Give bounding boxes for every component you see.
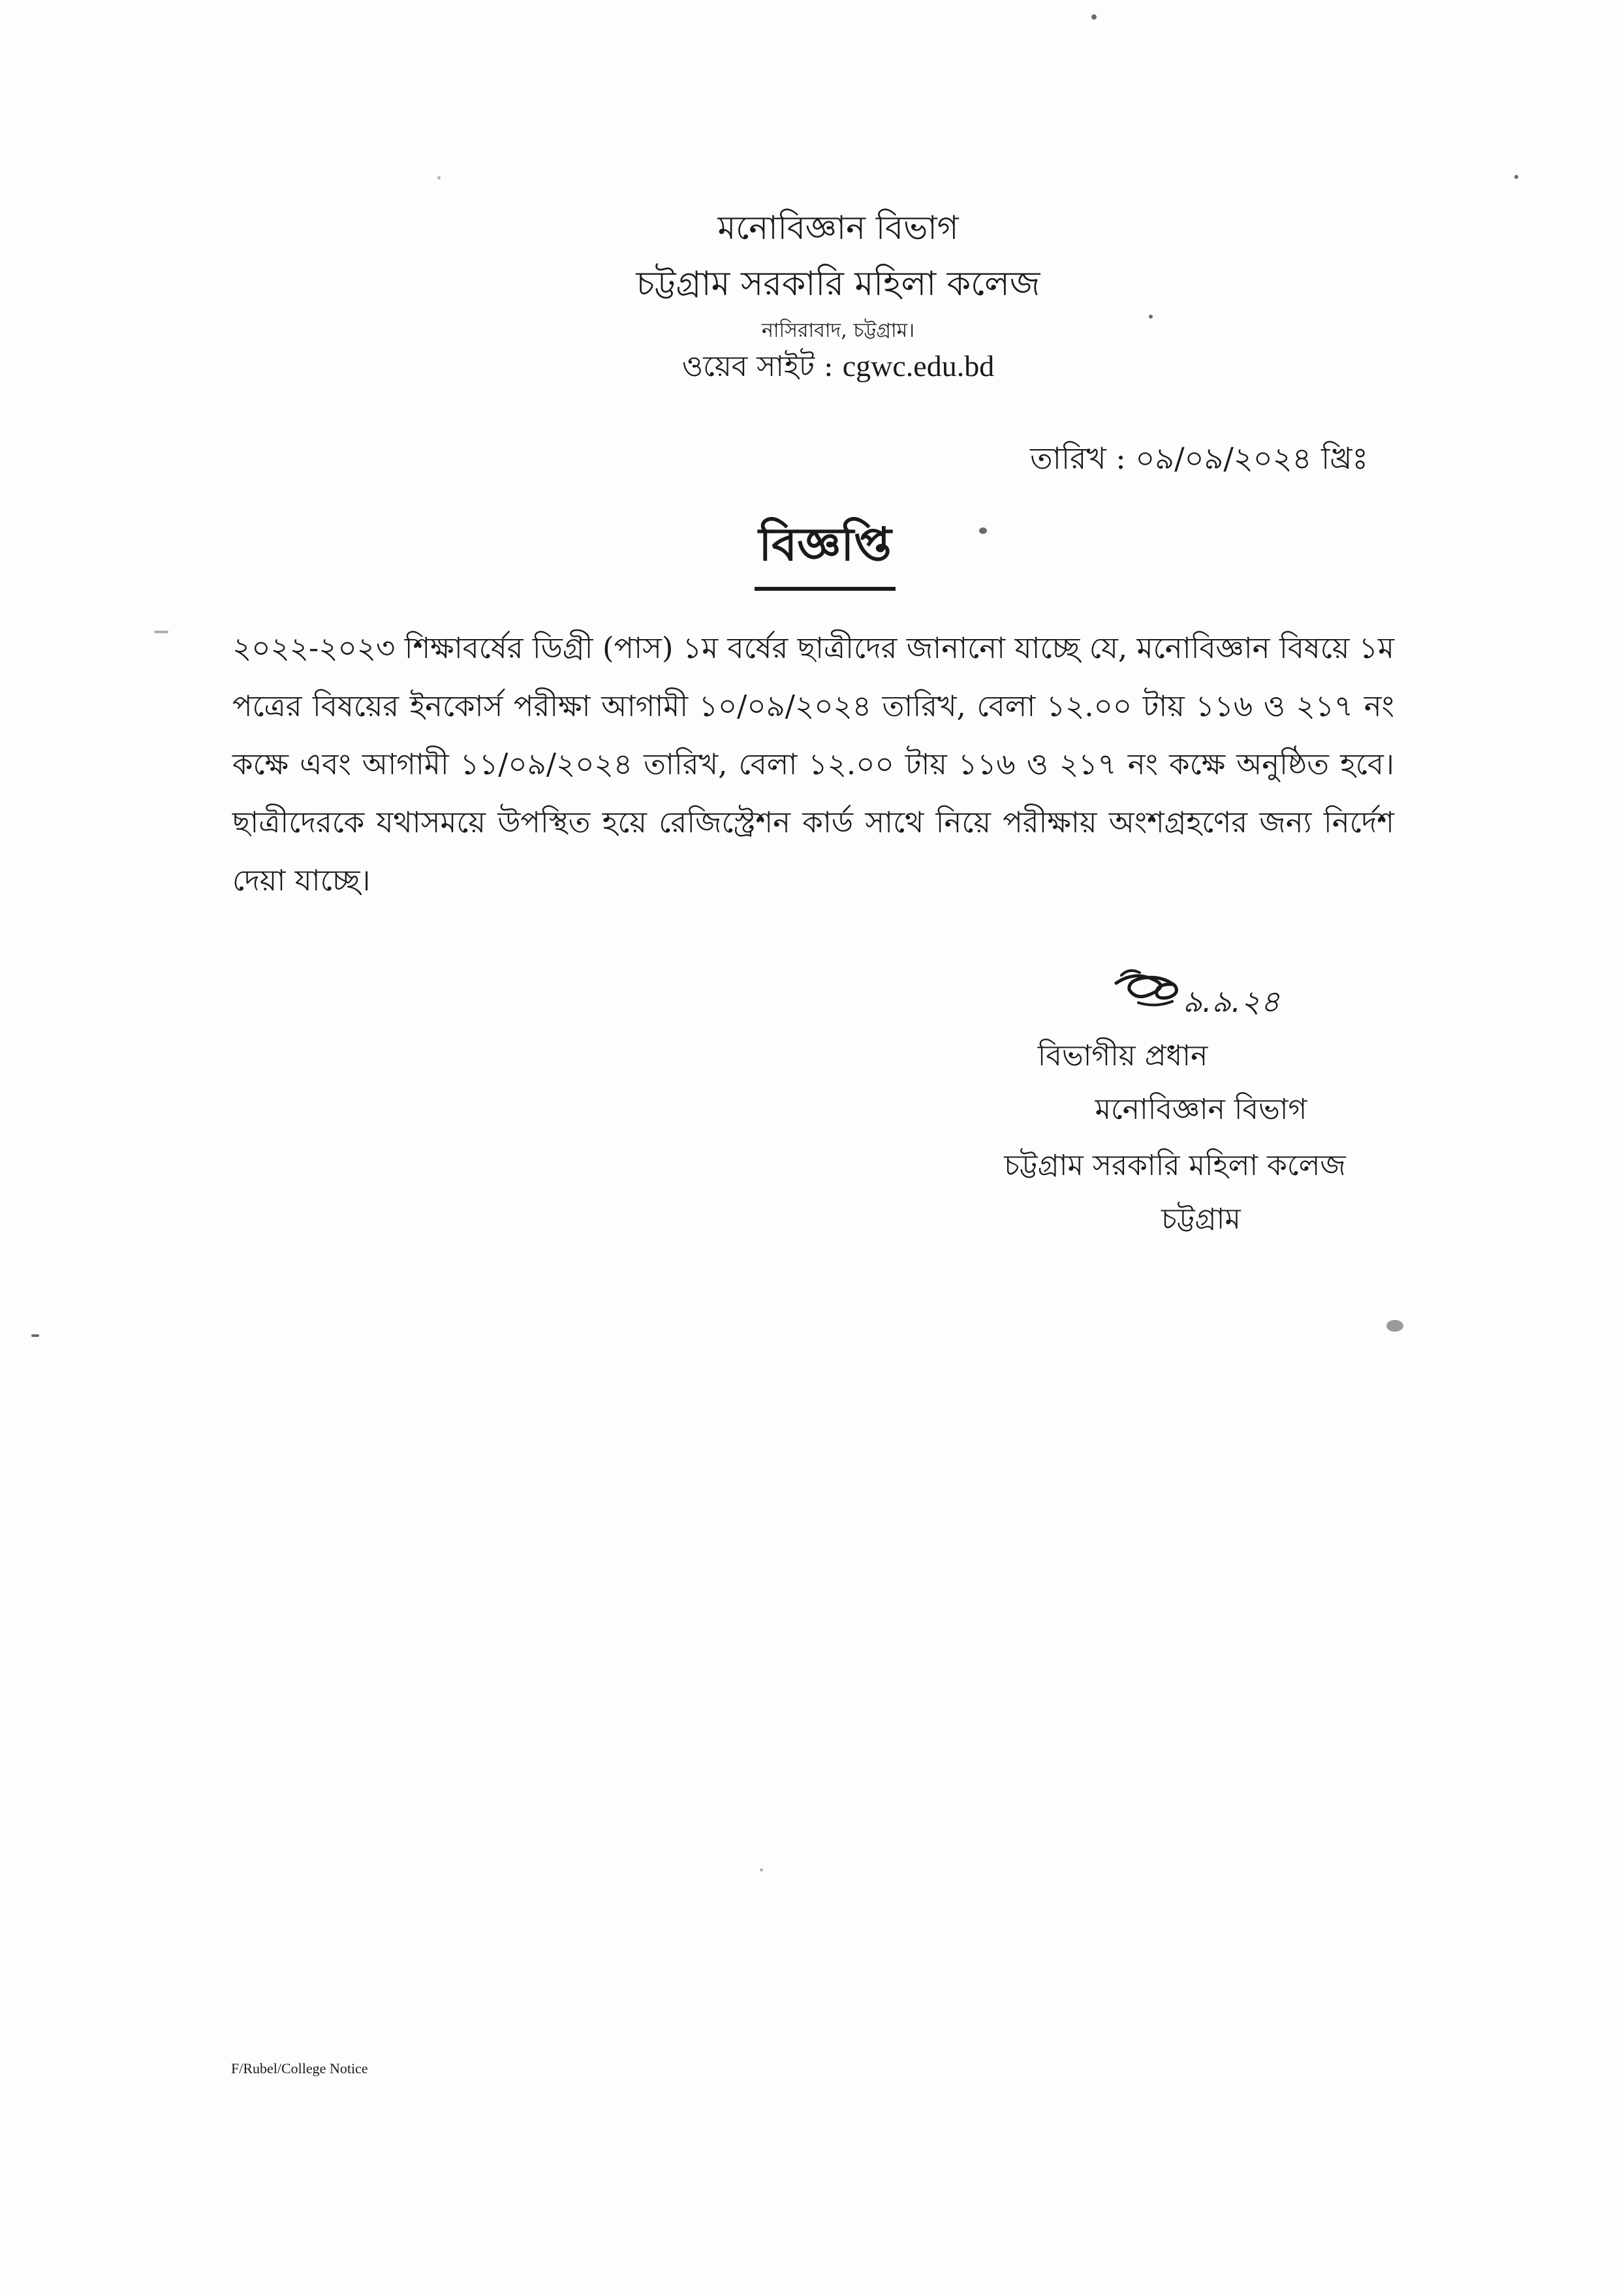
handwritten-signature bbox=[1110, 964, 1345, 1022]
college-address: নাসিরাবাদ, চট্টগ্রাম। bbox=[761, 319, 915, 342]
scan-speck bbox=[31, 1334, 39, 1337]
scan-speck bbox=[437, 176, 441, 180]
scan-speck bbox=[979, 527, 987, 534]
college-name: চট্টগ্রাম সরকারি মহিলা কলেজ bbox=[636, 264, 1040, 304]
notice-title bbox=[0, 509, 1624, 591]
scan-speck bbox=[1386, 1320, 1403, 1332]
notice-date: তারিখ : ০৯/০৯/২০২৪ খ্রিঃ bbox=[1030, 441, 1368, 476]
scan-speck bbox=[760, 1868, 763, 1872]
website-label: ওয়েব সাইট : bbox=[681, 350, 843, 383]
scan-speck bbox=[1149, 315, 1153, 319]
website-line bbox=[26, 345, 1624, 392]
notice-body: ২০২২-২০২৩ শিক্ষাবর্ষের ডিগ্রী (পাস) ১ম বর্ষের ছাত্রীদের জানানো যাচ্ছে যে, মনোবিজ্ঞান বিষয়ে ১ম পত্রের বিষয়ের ইনকোর্স পরীক্ষা আগামী ১০/০৯/২০২৪ তারিখ, বেলা ১২.০০ টায় ১১৬ ও ২১৭ নং কক্ষে এবং আগামী ১১/০৯/২০২৪ তারিখ, বেলা ১২.০০ টায় ১১৬ ও ২১৭ নং কক্ষে অনুষ্ঠিত হবে। ছাত্রীদেরকে যথাসময়ে উপস্থিত হয়ে রেজিস্ট্রেশন কার্ড সাথে নিয়ে পরীক্ষায় অংশগ্রহণের জন্য নির্দেশ দেয়া যাচ্ছে। bbox=[232, 631, 1394, 898]
signatory-department: মনোবিজ্ঞান বিভাগ bbox=[1095, 1093, 1307, 1126]
signatory-college: চট্টগ্রাম সরকারি মহিলা কলেজ bbox=[1004, 1149, 1346, 1182]
scan-speck bbox=[1091, 14, 1097, 20]
scan-speck bbox=[1514, 175, 1518, 179]
signatory-designation: বিভাগীয় প্রধান bbox=[1037, 1039, 1208, 1073]
department-name: মনোবিজ্ঞান বিভাগ bbox=[717, 209, 959, 247]
website-url: cgwc.edu.bd bbox=[842, 349, 995, 383]
signature-date: ৯.৯.২৪ bbox=[1183, 984, 1280, 1019]
notice-title-text: বিজ্ঞপ্তি bbox=[755, 509, 896, 591]
file-reference: F/Rubel/College Notice bbox=[231, 2060, 368, 2077]
signatory-city: চট্টগ্রাম bbox=[1161, 1202, 1241, 1236]
scan-speck bbox=[154, 631, 168, 633]
